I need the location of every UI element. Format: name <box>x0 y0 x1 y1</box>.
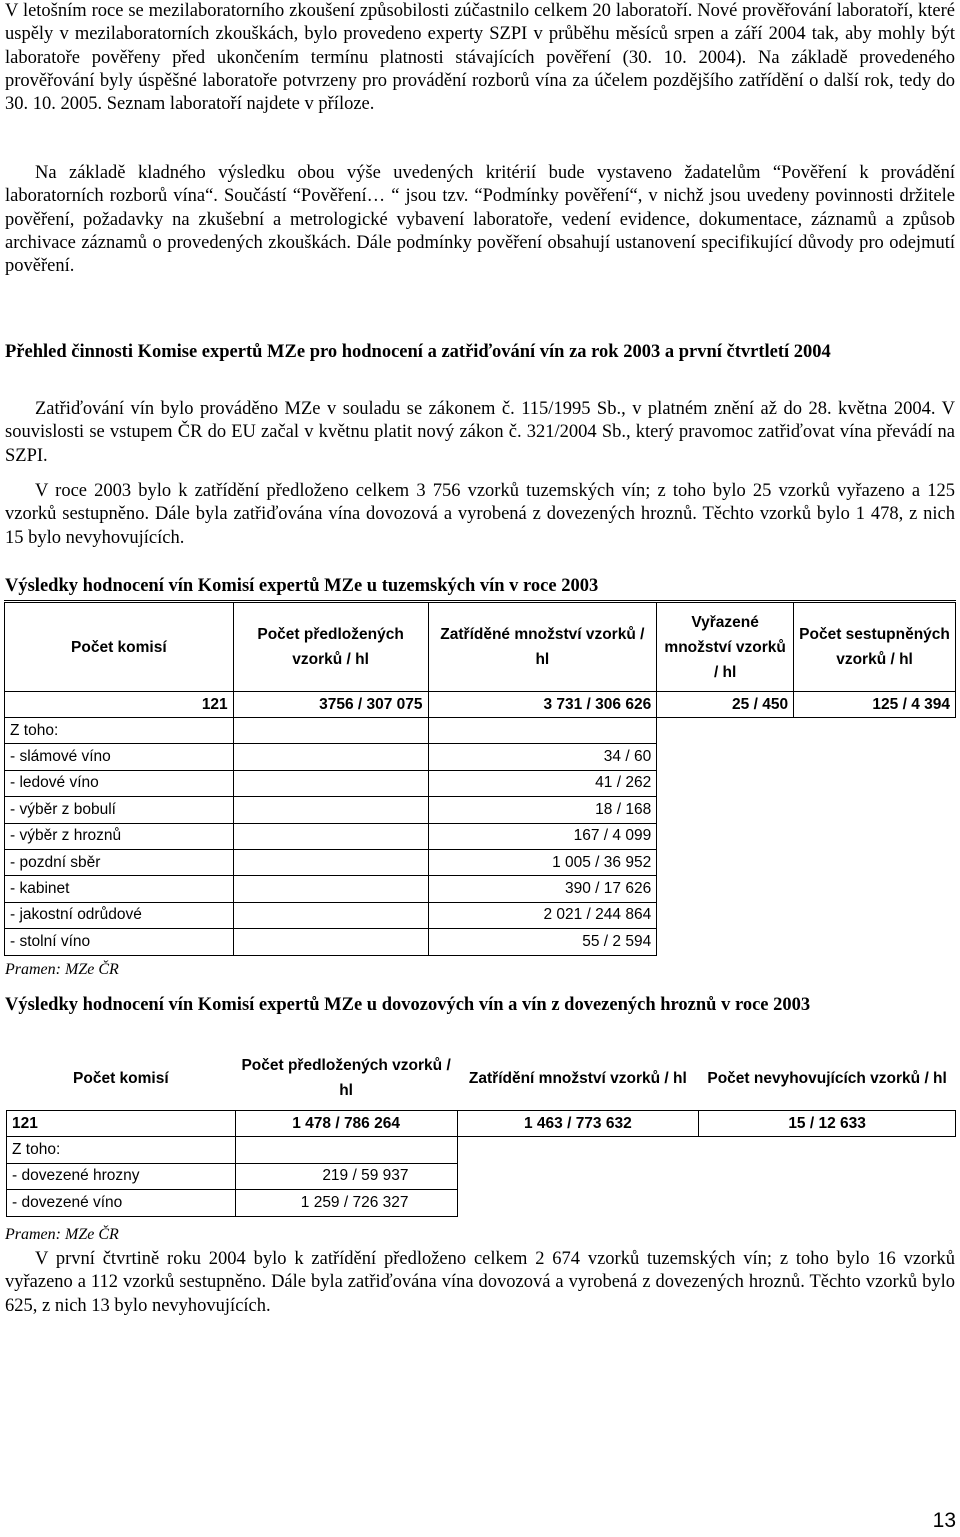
heading-dovozova-vina: Výsledky hodnocení vín Komisí expertů MZe u dovozových vín a vín z dovezených hroznů v roce 2003 <box>5 995 811 1015</box>
table2-source: Pramen: MZe ČR <box>5 1226 119 1243</box>
table-cell: 1 463 / 773 632 <box>457 1111 699 1137</box>
table-header-row <box>7 1046 956 1111</box>
table-header-row <box>5 602 956 692</box>
table-cell: 41 / 262 <box>428 770 657 796</box>
table1-source: Pramen: MZe ČR <box>5 961 119 978</box>
table-cell: 3756 / 307 075 <box>233 692 428 718</box>
table-cell: - výběr z bobulí <box>5 797 234 823</box>
table-cell: 1 259 / 726 327 <box>235 1190 457 1217</box>
table-cell: - stolní víno <box>5 929 234 955</box>
paragraph-rok-2004: V první čtvrtině roku 2004 bylo k zatřídění předloženo celkem 2 674 vzorků tuzemských vín; z toho bylo 16 vzorků vyřazeno a 112 vzorků sestupněno. Dále byla zatřiďována vína dovozová a vyrobená z dovezených hroznů. Těchto vzorků bylo 625, z nich 13 bylo nevyhovujících. <box>5 1249 955 1316</box>
column-header: Počet nevyhovujících vzorků / hl <box>707 1069 947 1087</box>
column-header: Zatříděné množství vzorků / hl <box>428 602 657 692</box>
table-cell: 1 005 / 36 952 <box>428 849 657 875</box>
table-cell: - ledové víno <box>5 770 234 796</box>
table-row <box>5 770 956 796</box>
table-cell: 121 <box>5 692 234 718</box>
table-dovozova-vina <box>6 1046 956 1217</box>
paragraph-poverovani: Na základě kladného výsledku obou výše uvedených kritérií bude vystaveno žadatelům “Pověření k provádění laboratorních rozborů vína“. Součástí “Pověření… “ jsou tzv. “Podmínky pověření“, v nichž jsou uvedeny povinnosti držitele pověření, požadavky na zkušební a metrologické vybavení laboratoře, vedení evidence, dokumentace, záznamů a způsob archivace záznamů o provedených zkouškách. Dále podmínky pověření obsahují ustanovení specifikující důvody pro odejmutí pověření. <box>5 163 955 277</box>
table-row <box>5 902 956 928</box>
column-header: Zatřídění množství vzorků / hl <box>468 1069 687 1087</box>
table-cell: Z toho: <box>7 1137 236 1164</box>
column-header: Počet sestupněných vzorků / hl <box>794 602 956 692</box>
table-cell <box>233 718 428 744</box>
table-row <box>7 1137 956 1164</box>
table-tuzemska-vina <box>4 600 956 956</box>
table-row <box>5 718 956 744</box>
table-cell: 25 / 450 <box>657 692 794 718</box>
table-cell <box>428 718 657 744</box>
table-cell: 125 / 4 394 <box>794 692 956 718</box>
table-cell: - výběr z hroznů <box>5 823 234 849</box>
table-cell: - dovezené víno <box>7 1190 236 1217</box>
table-row <box>5 823 956 849</box>
table-row <box>5 929 956 955</box>
table-row <box>5 797 956 823</box>
table-cell: 55 / 2 594 <box>428 929 657 955</box>
table-total-row <box>5 692 956 718</box>
table-cell: 1 478 / 786 264 <box>235 1111 457 1137</box>
table-cell: Z toho: <box>5 718 234 744</box>
table-cell: 390 / 17 626 <box>428 876 657 902</box>
table-row <box>7 1190 956 1217</box>
table-cell: 34 / 60 <box>428 744 657 770</box>
table-total-row <box>7 1111 956 1137</box>
table-row <box>5 876 956 902</box>
table-cell: - kabinet <box>5 876 234 902</box>
table-cell: - pozdní sběr <box>5 849 234 875</box>
table-cell: - slámové víno <box>5 744 234 770</box>
column-header: Počet předložených vzorků / hl <box>233 602 428 692</box>
page-number: 13 <box>932 1509 956 1532</box>
column-header: Počet komisí <box>73 1069 169 1087</box>
heading-komise: Přehled činnosti Komise expertů MZe pro hodnocení a zatřiďování vín za rok 2003 a první čtvrtletí 2004 <box>5 342 831 362</box>
table-cell: 2 021 / 244 864 <box>428 902 657 928</box>
table-cell: - dovezené hrozny <box>7 1163 236 1190</box>
column-header: Počet předložených vzorků / hl <box>241 1057 451 1099</box>
table-cell: - jakostní odrůdové <box>5 902 234 928</box>
paragraph-rok-2003: V roce 2003 bylo k zatřídění předloženo celkem 3 756 vzorků tuzemských vín; z toho bylo 25 vzorků vyřazeno a 125 vzorků sestupněno. Dále byla zatřiďována vína dovozová a vyrobená z dovezených hroznů. Těchto vzorků bylo 1 478, z nich 15 bylo nevyhovujících. <box>5 481 955 548</box>
table-cell: 18 / 168 <box>428 797 657 823</box>
table-row <box>5 849 956 875</box>
table-cell: 15 / 12 633 <box>699 1111 956 1137</box>
table-row <box>7 1163 956 1190</box>
table-cell: 3 731 / 306 626 <box>428 692 657 718</box>
table-cell: 219 / 59 937 <box>235 1163 457 1190</box>
paragraph-labs: V letošním roce se mezilaboratorního zkoušení způsobilosti zúčastnilo celkem 20 laboratoří. Nové prověřování laboratoří, které uspěly v mezilaboratorních zkouškách, bylo provedeno experty SZPI v průběhu měsíců srpen a září 2004 tak, aby mohly být laboratoře pověřeny před ukončením termínu platnosti stávajících pověření (30. 10. 2004). Na základě provedeného prověřování byly úspěšné laboratoře potvrzeny pro provádění rozborů vína za účelem pozdějšího zatřídění o další rok, tedy do 30. 10. 2005. Seznam laboratoří najdete v příloze. <box>5 1 955 115</box>
paragraph-zatridovani: Zatřiďování vín bylo prováděno MZe v souladu se zákonem č. 115/1995 Sb., v platném znění až do 28. května 2004. V souvislosti se vstupem ČR do EU začal v květnu platit nový zákon č. 321/2004 Sb., který pravomoc zatřiďovat vína převádí na SZPI. <box>5 399 955 466</box>
table-cell: 167 / 4 099 <box>428 823 657 849</box>
column-header: Počet komisí <box>5 602 234 692</box>
table-row <box>5 744 956 770</box>
table-cell: 121 <box>7 1111 236 1137</box>
column-header: Vyřazené množství vzorků / hl <box>657 602 794 692</box>
heading-tuzemska-vina: Výsledky hodnocení vín Komisí expertů MZe u tuzemských vín v roce 2003 <box>5 576 599 596</box>
